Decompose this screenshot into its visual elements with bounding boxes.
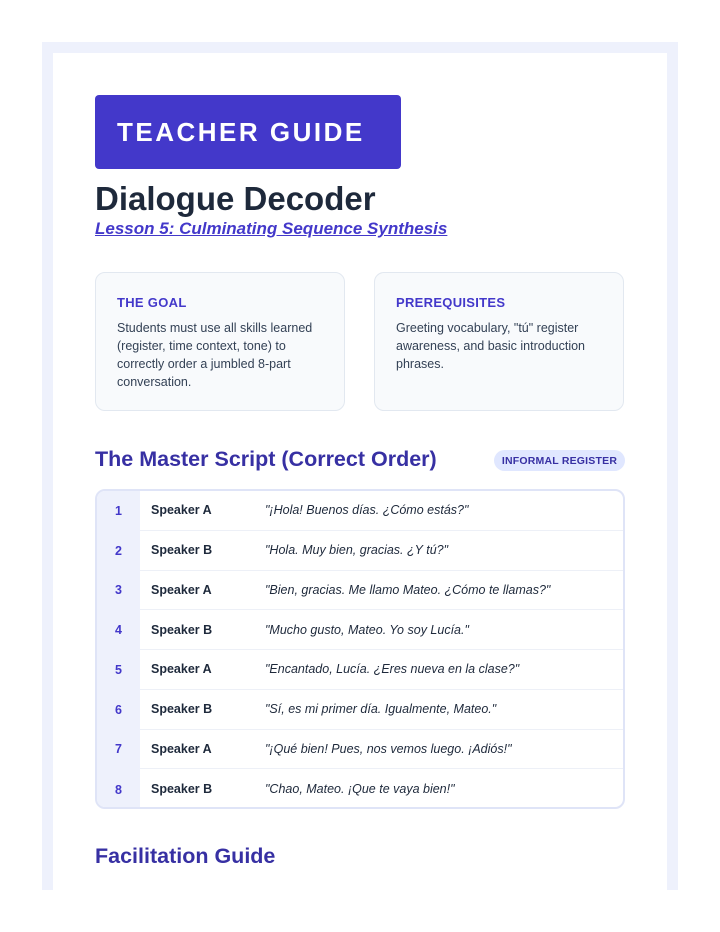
- speaker-label: Speaker A: [151, 662, 212, 677]
- master-script-table: [95, 489, 625, 809]
- line-number: 1: [97, 491, 140, 531]
- line-number: 3: [97, 571, 140, 611]
- table-row: [97, 610, 623, 650]
- table-row: [97, 690, 623, 730]
- dialogue-line: "Mucho gusto, Mateo. Yo soy Lucía.": [265, 622, 469, 637]
- line-number: 8: [97, 769, 140, 809]
- prerequisites-body: Greeting vocabulary, "tú" register awareness, and basic introduction phrases.: [396, 321, 586, 371]
- lesson-subtitle-link[interactable]: Lesson 5: Culminating Sequence Synthesis: [95, 219, 448, 238]
- dialogue-line: "¡Qué bien! Pues, nos vemos luego. ¡Adiós!": [265, 741, 512, 756]
- line-number: 4: [97, 610, 140, 650]
- table-row: [97, 730, 623, 770]
- speaker-label: Speaker B: [151, 622, 213, 637]
- line-number: 6: [97, 690, 140, 730]
- line-number: 7: [97, 730, 140, 770]
- banner-label: TEACHER GUIDE: [117, 116, 365, 147]
- dialogue-line: "Hola. Muy bien, gracias. ¿Y tú?": [265, 543, 449, 558]
- table-row: [97, 531, 623, 571]
- goal-card: [95, 272, 345, 411]
- speaker-label: Speaker A: [151, 582, 212, 597]
- speaker-label: Speaker A: [151, 741, 212, 756]
- table-row: [97, 650, 623, 690]
- prerequisites-heading: PREREQUISITES: [396, 295, 506, 310]
- speaker-label: Speaker A: [151, 503, 212, 518]
- speaker-label: Speaker B: [151, 702, 213, 717]
- goal-heading: THE GOAL: [117, 295, 187, 310]
- table-row: [97, 491, 623, 531]
- table-row: [97, 769, 623, 809]
- prerequisites-card: [374, 272, 624, 411]
- dialogue-line: "Sí, es mi primer día. Igualmente, Mateo.": [265, 702, 497, 717]
- dialogue-line: "Encantado, Lucía. ¿Eres nueva en la clase?": [265, 662, 520, 677]
- table-row: [97, 571, 623, 611]
- dialogue-line: "Chao, Mateo. ¡Que te vaya bien!": [265, 782, 455, 797]
- speaker-label: Speaker B: [151, 782, 213, 797]
- line-number: 5: [97, 650, 140, 690]
- page-title: Dialogue Decoder: [95, 180, 376, 217]
- line-number: 2: [97, 531, 140, 571]
- speaker-label: Speaker B: [151, 543, 213, 558]
- goal-body: Students must use all skills learned (register, time context, tone) to correctly order a jumbled 8-part conversation.: [117, 321, 313, 389]
- facilitation-guide-title: Facilitation Guide: [95, 844, 276, 868]
- master-script-title: The Master Script (Correct Order): [95, 447, 437, 471]
- teacher-guide-banner: [95, 95, 401, 169]
- register-badge: INFORMAL REGISTER: [494, 450, 625, 471]
- dialogue-line: "¡Hola! Buenos días. ¿Cómo estás?": [265, 503, 469, 518]
- dialogue-line: "Bien, gracias. Me llamo Mateo. ¿Cómo te llamas?": [265, 582, 551, 597]
